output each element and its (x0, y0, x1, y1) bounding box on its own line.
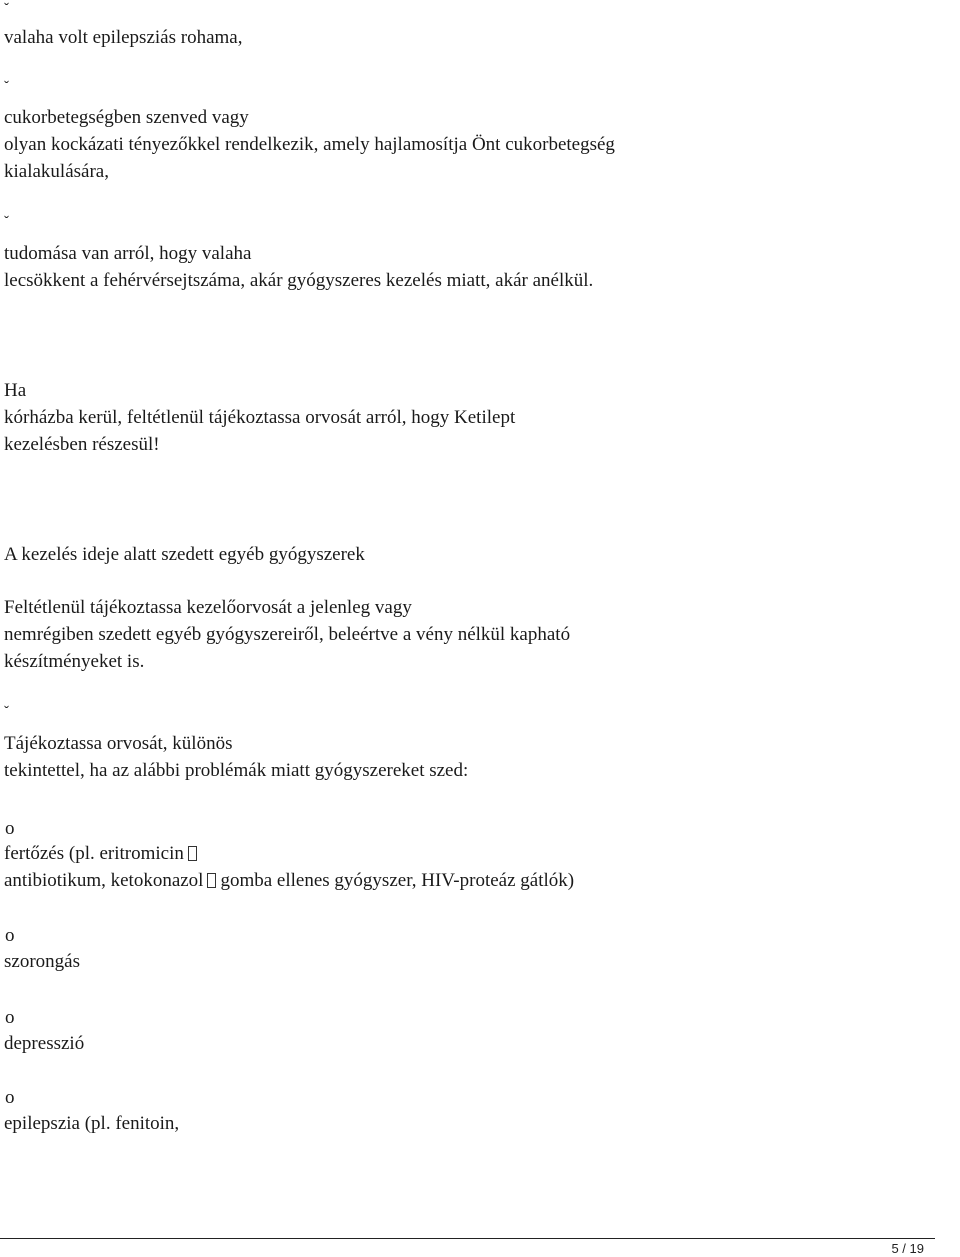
bullet-mark: ˇ (4, 1, 9, 17)
text-line: szorongás (4, 951, 80, 972)
text-line: Ha (4, 380, 27, 401)
text-segment: fertőzés (pl. eritromicin (4, 843, 184, 864)
text-line: olyan kockázati tényezőkkel rendelkezik, amely hajlamosítja Önt cukorbetegség (4, 134, 615, 155)
page-number: 5 / 19 (891, 1241, 924, 1256)
text-line: kialakulására, (4, 161, 109, 182)
bullet-mark: ˇ (4, 214, 9, 230)
text-line: nemrégiben szedett egyéb gyógyszereiről, beleértve a vény nélkül kapható (4, 624, 571, 645)
text-line: tudomása van arról, hogy valaha (4, 243, 252, 264)
text-segment: antibiotikum, ketokonazol (4, 870, 204, 891)
text-line: kezelésben részesül! (4, 434, 160, 455)
sub-bullet-mark: o (5, 1007, 15, 1028)
text-line: lecsökkent a fehérvérsejtszáma, akár gyógyszeres kezelés miatt, akár anélkül. (4, 270, 594, 291)
text-line: epilepszia (pl. fenitoin, (4, 1113, 180, 1134)
bullet-mark: ˇ (4, 704, 9, 720)
text-line (4, 840, 201, 867)
text-line: kórházba kerül, feltétlenül tájékoztassa orvosát arról, hogy Ketilept (4, 407, 516, 428)
sub-bullet-mark: o (5, 818, 15, 839)
text-line: Tájékoztassa orvosát, különös (4, 733, 233, 754)
sub-bullet-mark: o (5, 1087, 15, 1108)
bullet-mark: ˇ (4, 79, 9, 95)
sub-bullet-mark: o (5, 925, 15, 946)
text-line: depresszió (4, 1033, 85, 1054)
text-line: készítményeket is. (4, 651, 145, 672)
footer-divider (0, 1238, 935, 1239)
missing-glyph-icon (188, 846, 197, 861)
missing-glyph-icon (207, 873, 216, 888)
text-line: valaha volt epilepsziás rohama, (4, 27, 243, 48)
section-heading: A kezelés ideje alatt szedett egyéb gyógyszerek (4, 544, 365, 565)
text-line: tekintettel, ha az alábbi problémák miatt gyógyszereket szed: (4, 760, 469, 781)
text-line: cukorbetegségben szenved vagy (4, 107, 249, 128)
text-line (4, 867, 574, 894)
text-line: Feltétlenül tájékoztassa kezelőorvosát a jelenleg vagy (4, 597, 412, 618)
text-segment: gomba ellenes gyógyszer, HIV-proteáz gátlók) (220, 870, 575, 891)
